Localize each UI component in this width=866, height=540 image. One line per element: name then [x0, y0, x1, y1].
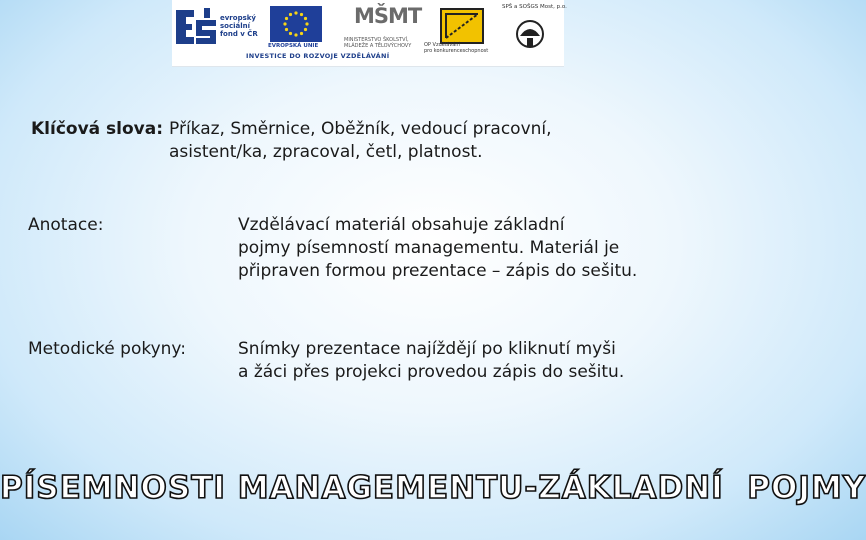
- slide-title: PÍSEMNOSTI MANAGEMENTU-ZÁKLADNÍ POJMY: [0, 470, 866, 506]
- keywords-label: Klíčová slova:: [31, 119, 164, 139]
- logo-bar: [172, 0, 567, 67]
- esf-label: [220, 14, 258, 38]
- annotation-line-3: připraven formou prezentace – zápis do sešitu.: [238, 261, 638, 281]
- msmt-line-1: MINISTERSTVO ŠKOLSTVÍ,: [344, 37, 409, 43]
- school-logo-icon: [510, 14, 550, 50]
- keywords-line-1: Příkaz, Směrnice, Oběžník, vedoucí pracovní,: [169, 119, 552, 139]
- esf-logo-icon: [174, 6, 218, 48]
- annotation-line-1: Vzdělávací materiál obsahuje základní: [238, 215, 565, 235]
- msmt-logo: MŠMT: [354, 4, 422, 28]
- msmt-line-2: MLÁDEŽE A TĚLOVÝCHOVY: [344, 43, 412, 49]
- op-line-1: OP Vzdělávání: [424, 42, 460, 48]
- annotation-label: Anotace:: [28, 215, 104, 235]
- annotation-value: [238, 214, 637, 283]
- method-line-1: Snímky prezentace najíždějí po kliknutí myši: [238, 339, 616, 359]
- method-line-2: a žáci přes projekci provedou zápis do sešitu.: [238, 362, 625, 382]
- method-label: Metodické pokyny:: [28, 339, 186, 359]
- school-label: SPŠ a SOŠGS Most, p.o.: [502, 4, 567, 10]
- esf-line-3: fond v ČR: [220, 30, 258, 38]
- investment-strip: INVESTICE DO ROZVOJE VZDĚLÁVÁNÍ: [246, 52, 390, 60]
- op-label: [424, 42, 488, 54]
- keywords-line-2: asistent/ka, zpracoval, četl, platnost.: [169, 142, 483, 162]
- keywords-value: [169, 118, 552, 164]
- msmt-label: [344, 37, 411, 49]
- op-logo-icon: [440, 8, 484, 44]
- eu-flag-icon: [270, 6, 322, 42]
- annotation-line-2: pojmy písemností managementu. Materiál je: [238, 238, 620, 258]
- eu-label: EVROPSKÁ UNIE: [268, 43, 319, 49]
- esf-line-2: sociální: [220, 22, 251, 30]
- esf-line-1: evropský: [220, 14, 256, 22]
- op-line-2: pro konkurenceschopnost: [424, 48, 489, 54]
- method-value: [238, 338, 624, 384]
